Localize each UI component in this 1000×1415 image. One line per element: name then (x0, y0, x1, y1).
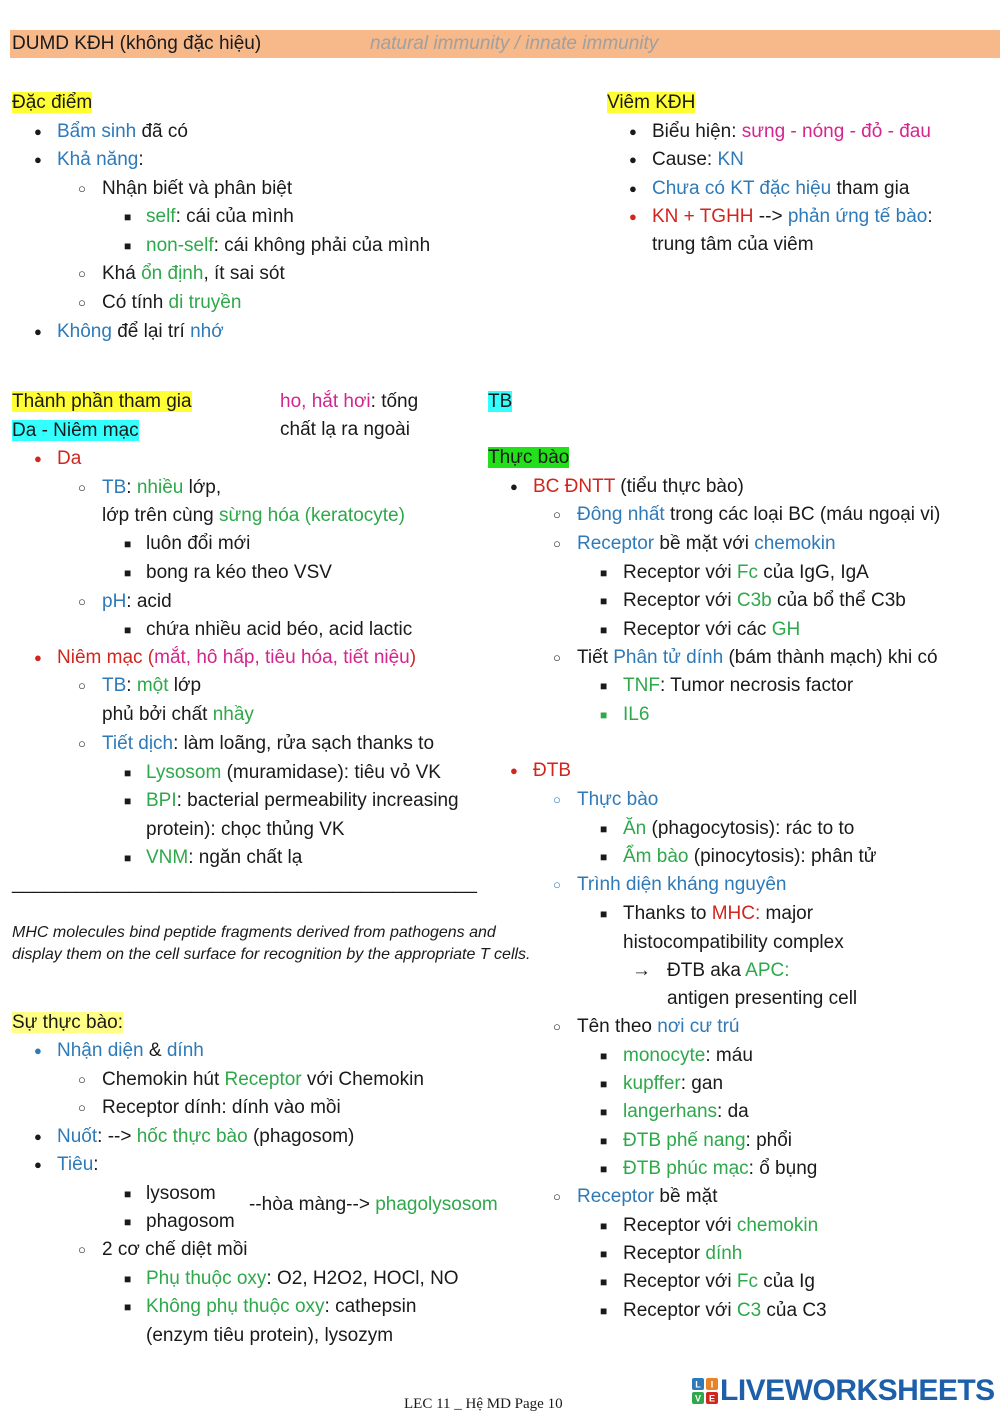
bullet-icon (34, 146, 42, 175)
bullet-icon (34, 445, 42, 474)
bullet-icon (510, 473, 518, 502)
section-dac-diem (12, 89, 92, 118)
bullet-icon (124, 759, 131, 788)
list-item: TB: nhiều lớp, (102, 477, 222, 498)
arrow-icon: → (632, 960, 651, 981)
bullet-icon (78, 1094, 86, 1123)
bullet-icon (124, 1265, 131, 1294)
list-item: Nuốt: --> hốc thực bào (phagosom) (57, 1126, 355, 1147)
list-item: 2 cơ chế diệt mồi (102, 1239, 248, 1260)
section-su-thuc-bao (12, 1009, 123, 1038)
bullet-icon (600, 1155, 607, 1184)
bullet-icon (553, 644, 561, 673)
list-item: ĐTB (533, 760, 571, 781)
bullet-icon (124, 1293, 131, 1322)
bullet-icon (600, 900, 607, 929)
list-item: lysosom (146, 1183, 216, 1204)
list-item: Chemokin hút Receptor với Chemokin (102, 1069, 424, 1090)
list-item: Receptor với chemokin (623, 1215, 819, 1236)
bullet-icon (78, 260, 86, 289)
liveworksheets-brand: LIVEWORKSHEETS (720, 1374, 995, 1407)
bullet-icon (78, 1066, 86, 1095)
list-item-cont: antigen presenting cell (667, 988, 858, 1009)
svg-text:I: I (710, 1379, 714, 1390)
bullet-icon (124, 844, 131, 873)
bullet-icon (600, 1268, 607, 1297)
bullet-icon (78, 730, 86, 759)
fusion-note: --hòa màng--> phagolysosom (249, 1194, 498, 1215)
bullet-icon (34, 1123, 42, 1152)
list-item: Nhận biết và phân biệt (102, 178, 293, 199)
bullet-icon (629, 175, 637, 204)
bullet-icon (78, 289, 86, 318)
mhc-note-line: MHC molecules bind peptide fragments derived from pathogens and (12, 924, 496, 941)
list-item: Tiết dịch: làm loãng, rửa sạch thanks to (102, 733, 435, 754)
divider-rule: ____________________________________________ (12, 873, 477, 894)
bullet-icon (600, 815, 607, 844)
bullet-icon (78, 588, 86, 617)
list-item: TNF: Tumor necrosis factor (623, 675, 854, 696)
section-viem (607, 89, 695, 118)
mhc-note-line: display them on the cell surface for recognition by the appropriate T cells. (12, 946, 531, 963)
bullet-icon (629, 118, 637, 147)
list-item: Nhận diện & dính (57, 1040, 204, 1061)
list-item: Bẩm sinh đã có (57, 121, 188, 142)
bullet-icon (34, 1151, 42, 1180)
bullet-icon (124, 232, 131, 261)
bullet-icon (600, 616, 607, 645)
bullet-icon (124, 787, 131, 816)
list-item-cont: trung tâm của viêm (652, 234, 814, 255)
list-item: TB: một lớp (102, 675, 202, 696)
bullet-icon (600, 843, 607, 872)
liveworksheets-logo-icon (692, 1378, 718, 1404)
list-item: non-self: cái không phải của mình (146, 235, 431, 256)
bullet-icon (553, 871, 561, 900)
bullet-icon (600, 587, 607, 616)
bullet-icon (629, 203, 637, 232)
liveworksheets-logo (692, 1378, 718, 1414)
bullet-icon (553, 1013, 561, 1042)
subsection-da-niem-mac: Da - Niêm mạc (12, 420, 139, 441)
section-title: Đặc điểm (12, 92, 93, 113)
list-item: Đông nhất trong các loại BC (máu ngoại vi) (577, 504, 941, 525)
section-title: Sự thực bào: (12, 1012, 123, 1033)
bullet-icon (78, 175, 86, 204)
section-title: Viêm KĐH (607, 92, 696, 113)
list-item: Niêm mạc (mắt, hô hấp, tiêu hóa, tiết niệu) (57, 647, 417, 668)
list-item: Không để lại trí nhớ (57, 321, 224, 342)
list-item: Receptor với Fc của Ig (623, 1271, 815, 1292)
list-item: Trình diện kháng nguyên (577, 874, 787, 895)
list-item: Tên theo nơi cư trú (577, 1016, 740, 1037)
list-item: monocyte: máu (623, 1045, 753, 1066)
list-item: Khả năng: (57, 149, 144, 170)
bullet-icon (124, 203, 131, 232)
list-item-cont: lớp trên cùng sừng hóa (keratocyte) (102, 505, 405, 526)
list-item: Receptor bề mặt với chemokin (577, 533, 836, 554)
bullet-icon (510, 757, 518, 786)
svg-text:V: V (694, 1393, 702, 1404)
list-item: Lysosom (muramidase): tiêu vỏ VK (146, 762, 441, 783)
note-ho-hat-hoi: ho, hắt hơi: tống (280, 391, 419, 412)
svg-text:L: L (695, 1379, 701, 1390)
list-item: ĐTB aka APC: (667, 960, 790, 981)
list-item: Tiết Phân tử dính (bám thành mạch) khi có (577, 647, 938, 668)
bullet-icon (124, 530, 131, 559)
bullet-icon (34, 644, 42, 673)
list-item: Receptor với Fc của IgG, IgA (623, 562, 869, 583)
list-item: Không phụ thuộc oxy: cathepsin (146, 1296, 417, 1317)
list-item: self: cái của mình (146, 206, 294, 227)
bullet-icon (78, 474, 86, 503)
section-title: TB (488, 391, 513, 412)
bullet-icon (34, 118, 42, 147)
subsection-thuc-bao: Thực bào (488, 447, 570, 468)
bullet-icon (600, 701, 607, 730)
list-item: Receptor bề mặt (577, 1186, 718, 1207)
bullet-icon (600, 1042, 607, 1071)
note-ho-hat-hoi-cont: chất lạ ra ngoài (280, 419, 410, 440)
list-item: KN + TGHH --> phản ứng tế bào: (652, 206, 933, 227)
bullet-icon (553, 530, 561, 559)
list-item: Có tính di truyền (102, 292, 242, 313)
list-item: Chưa có KT đặc hiệu tham gia (652, 178, 910, 199)
section-tb (488, 388, 512, 417)
bullet-icon (553, 1183, 561, 1212)
list-item: Receptor dính (623, 1243, 743, 1264)
list-item: Ăn (phagocytosis): rác to to (623, 818, 855, 839)
bullet-icon (124, 1208, 131, 1237)
section-thanh-phan (12, 388, 192, 417)
section-title: Thành phần tham gia (12, 391, 192, 412)
list-item-cont: phủ bởi chất nhầy (102, 704, 254, 725)
header-title: DUMD KĐH (không đặc hiệu) (12, 33, 262, 54)
list-item-cont: histocompatibility complex (623, 932, 844, 953)
list-item: langerhans: da (623, 1101, 749, 1122)
bullet-icon (600, 1127, 607, 1156)
bullet-icon (600, 1212, 607, 1241)
list-item: chứa nhiều acid béo, acid lactic (146, 619, 413, 640)
list-item: BC ĐNTT (tiểu thực bào) (533, 476, 744, 497)
list-item: luôn đổi mới (146, 533, 251, 554)
bullet-icon (78, 672, 86, 701)
list-item: Receptor với C3 của C3 (623, 1300, 827, 1321)
list-item-cont: (enzym tiêu protein), lysozym (146, 1325, 394, 1346)
list-item-cont: protein): chọc thủng VK (146, 819, 345, 840)
list-item: kupffer: gan (623, 1073, 724, 1094)
list-item: BPI: bacterial permeability increasing (146, 790, 459, 811)
bullet-icon (34, 318, 42, 347)
page-footer: LEC 11 _ Hệ MD Page 10 (404, 1396, 563, 1412)
bullet-icon (78, 1236, 86, 1265)
bullet-icon (600, 559, 607, 588)
list-item: Cause: KN (652, 149, 744, 170)
list-item: pH: acid (102, 591, 172, 612)
header-subtitle: natural immunity / innate immunity (370, 33, 659, 54)
list-item: bong ra kéo theo VSV (146, 562, 332, 583)
list-item: ĐTB phế nang: phổi (623, 1130, 793, 1151)
list-item: ĐTB phúc mạc: ổ bụng (623, 1158, 818, 1179)
bullet-icon (553, 501, 561, 530)
list-item: Receptor dính: dính vào mồi (102, 1097, 341, 1118)
list-item: IL6 (623, 704, 650, 725)
list-item: VNM: ngăn chất lạ (146, 847, 303, 868)
list-item: Receptor với các GH (623, 619, 801, 640)
list-item: Ẩm bào (pinocytosis): phân tử (623, 846, 877, 867)
list-item: Tiêu: (57, 1154, 99, 1175)
bullet-icon (553, 786, 561, 815)
bullet-icon (124, 559, 131, 588)
bullet-icon (600, 1240, 607, 1269)
bullet-icon (124, 1180, 131, 1209)
bullet-icon (600, 1098, 607, 1127)
list-item: Thanks to MHC: major (623, 903, 814, 924)
bullet-icon (600, 1297, 607, 1326)
bullet-icon (600, 672, 607, 701)
list-item: Receptor với C3b của bổ thể C3b (623, 590, 906, 611)
svg-text:E: E (708, 1393, 716, 1404)
list-item: Biểu hiện: sưng - nóng - đỏ - đau (652, 121, 931, 142)
list-item: Da (57, 448, 82, 469)
list-item: phagosom (146, 1211, 235, 1232)
bullet-icon (124, 616, 131, 645)
bullet-icon (600, 1070, 607, 1099)
bullet-icon (34, 1037, 42, 1066)
list-item: Thực bào (577, 789, 659, 810)
list-item: Khá ổn định, ít sai sót (102, 263, 285, 284)
list-item: Phụ thuộc oxy: O2, H2O2, HOCl, NO (146, 1268, 459, 1289)
bullet-icon (629, 146, 637, 175)
